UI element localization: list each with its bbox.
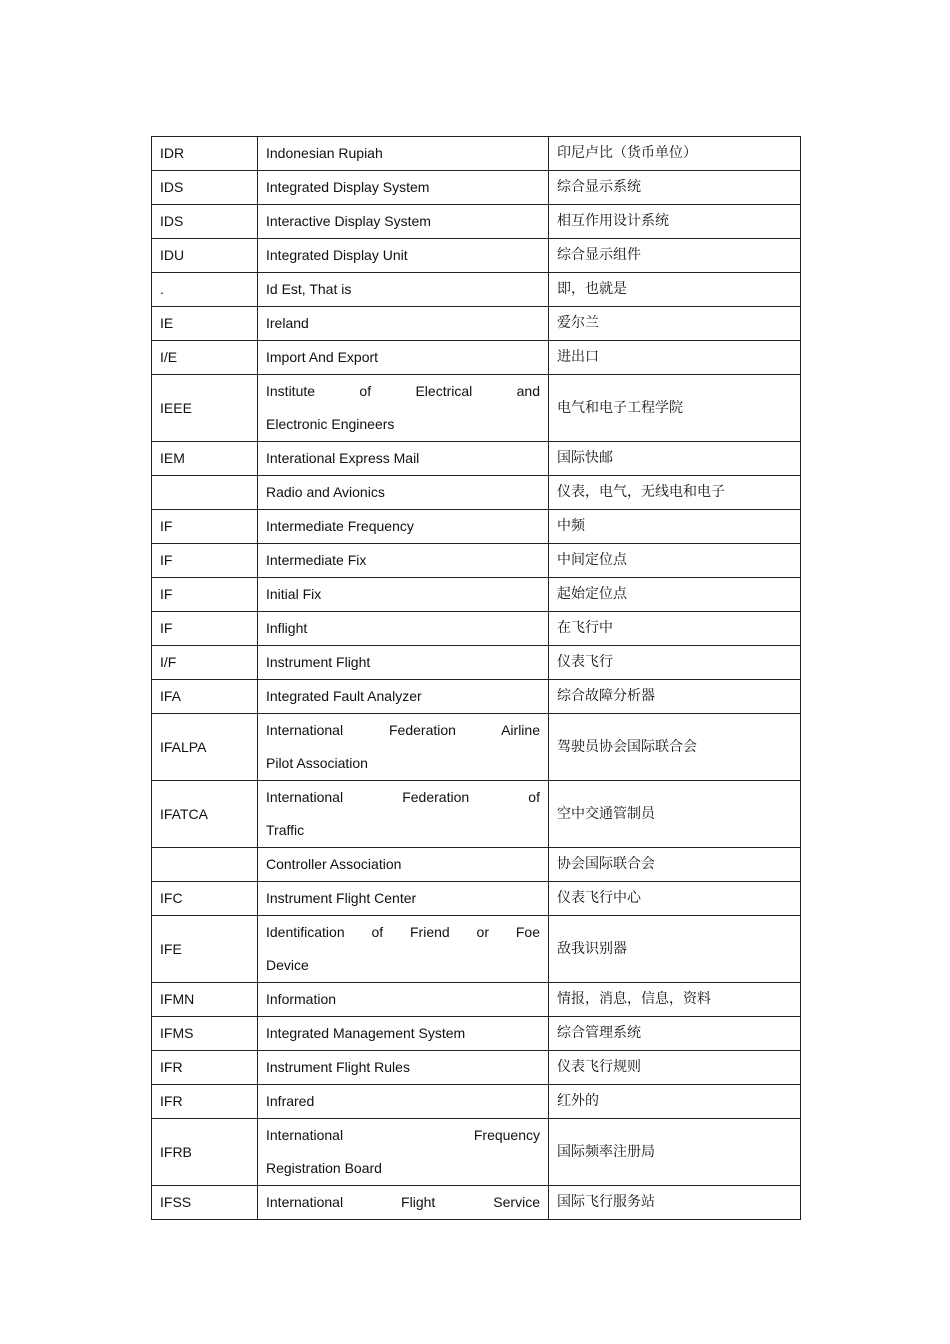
english-term-cell	[258, 137, 549, 171]
table-row	[152, 916, 801, 983]
english-term-cell	[258, 273, 549, 307]
english-term-cell	[258, 983, 549, 1017]
chinese-translation-cell: 国际频率注册局	[549, 1119, 801, 1186]
english-term-cell	[258, 510, 549, 544]
abbreviation-cell: IEM	[152, 442, 258, 476]
english-term-line: Intermediate Frequency	[266, 518, 414, 534]
chinese-translation-cell: 驾驶员协会国际联合会	[549, 714, 801, 781]
table-row	[152, 612, 801, 646]
chinese-translation-cell: 空中交通管制员	[549, 781, 801, 848]
english-term-line: Pilot Association	[266, 755, 368, 771]
abbreviation-cell: IDU	[152, 239, 258, 273]
table-row	[152, 510, 801, 544]
chinese-translation-cell: 中频	[549, 510, 801, 544]
table-row	[152, 781, 801, 848]
english-term-cell	[258, 341, 549, 375]
english-term-line: Information	[266, 991, 337, 1007]
table-row	[152, 1017, 801, 1051]
english-term-line: Radio and Avionics	[266, 484, 385, 500]
chinese-translation-cell: 印尼卢比（货币单位）	[549, 137, 801, 171]
english-term-line: Instrument Flight	[266, 654, 371, 670]
english-term-line: Integrated Display System	[266, 179, 430, 195]
abbreviation-cell	[152, 848, 258, 882]
english-term-line: Controller Association	[266, 856, 402, 872]
english-term-line: International Federation of	[266, 789, 540, 805]
chinese-translation-cell: 中间定位点	[549, 544, 801, 578]
english-term-line: Intermediate Fix	[266, 552, 367, 568]
chinese-translation-cell: 即，也就是	[549, 273, 801, 307]
english-term-line: Interactive Display System	[266, 213, 431, 229]
abbreviation-cell: .	[152, 273, 258, 307]
chinese-translation-cell: 仪表飞行中心	[549, 882, 801, 916]
english-term-line: Id Est, That is	[266, 281, 352, 297]
table-row	[152, 375, 801, 442]
table-row	[152, 476, 801, 510]
abbreviation-cell: IDS	[152, 171, 258, 205]
abbreviation-cell: I/F	[152, 646, 258, 680]
english-term-cell	[258, 1051, 549, 1085]
english-term-line: International Federation Airline	[266, 722, 540, 738]
english-term-line: Integrated Fault Analyzer	[266, 688, 422, 704]
table-row	[152, 848, 801, 882]
chinese-translation-cell: 红外的	[549, 1085, 801, 1119]
english-term-cell	[258, 476, 549, 510]
abbreviation-cell: IFMN	[152, 983, 258, 1017]
chinese-translation-cell: 协会国际联合会	[549, 848, 801, 882]
abbreviation-cell: IFATCA	[152, 781, 258, 848]
english-term-line: Identification of Friend or Foe	[266, 924, 540, 940]
chinese-translation-cell: 综合故障分析器	[549, 680, 801, 714]
abbreviation-cell: IDS	[152, 205, 258, 239]
table-row	[152, 273, 801, 307]
table-row	[152, 680, 801, 714]
chinese-translation-cell: 在飞行中	[549, 612, 801, 646]
chinese-translation-cell: 仪表飞行	[549, 646, 801, 680]
table-row	[152, 714, 801, 781]
table-row	[152, 882, 801, 916]
english-term-line: Traffic	[266, 822, 305, 838]
abbreviation-cell: IFA	[152, 680, 258, 714]
table-row	[152, 1119, 801, 1186]
abbreviation-cell: IDR	[152, 137, 258, 171]
english-term-cell	[258, 205, 549, 239]
chinese-translation-cell: 综合显示组件	[549, 239, 801, 273]
table-row	[152, 341, 801, 375]
english-term-line: Inflight	[266, 620, 308, 636]
english-term-cell	[258, 578, 549, 612]
abbreviation-cell: IE	[152, 307, 258, 341]
chinese-translation-cell: 进出口	[549, 341, 801, 375]
english-term-cell	[258, 1186, 549, 1220]
english-term-line: Device	[266, 957, 309, 973]
abbreviation-cell: IFR	[152, 1085, 258, 1119]
english-term-cell	[258, 882, 549, 916]
english-term-cell	[258, 781, 549, 848]
abbreviation-cell: IF	[152, 544, 258, 578]
chinese-translation-cell: 爱尔兰	[549, 307, 801, 341]
english-term-cell	[258, 239, 549, 273]
abbreviation-cell: IF	[152, 578, 258, 612]
abbreviation-cell: IFRB	[152, 1119, 258, 1186]
english-term-cell	[258, 307, 549, 341]
english-term-line: Initial Fix	[266, 586, 322, 602]
chinese-translation-cell: 起始定位点	[549, 578, 801, 612]
abbreviation-cell: IFALPA	[152, 714, 258, 781]
chinese-translation-cell: 综合显示系统	[549, 171, 801, 205]
chinese-translation-cell: 国际飞行服务站	[549, 1186, 801, 1220]
table-row	[152, 1051, 801, 1085]
table-row	[152, 205, 801, 239]
table-row	[152, 646, 801, 680]
glossary-table-body	[152, 137, 801, 1220]
table-row	[152, 983, 801, 1017]
abbreviation-cell: I/E	[152, 341, 258, 375]
table-row	[152, 1186, 801, 1220]
english-term-cell	[258, 680, 549, 714]
english-term-line: Ireland	[266, 315, 309, 331]
english-term-cell	[258, 1017, 549, 1051]
table-row	[152, 544, 801, 578]
english-term-line: International Frequency	[266, 1127, 540, 1143]
chinese-translation-cell: 敌我识别器	[549, 916, 801, 983]
english-term-cell	[258, 612, 549, 646]
english-term-line: Integrated Management System	[266, 1025, 466, 1041]
english-term-line: Integrated Display Unit	[266, 247, 408, 263]
english-term-cell	[258, 714, 549, 781]
english-term-line: Infrared	[266, 1093, 315, 1109]
english-term-cell	[258, 916, 549, 983]
english-term-cell	[258, 646, 549, 680]
english-term-cell	[258, 1119, 549, 1186]
english-term-cell	[258, 544, 549, 578]
english-term-cell	[258, 442, 549, 476]
abbreviation-cell: IF	[152, 612, 258, 646]
english-term-line: Import And Export	[266, 349, 379, 365]
english-term-line: International Flight Service	[266, 1194, 540, 1210]
english-term-line: Instrument Flight Center	[266, 890, 417, 906]
english-term-line: Electronic Engineers	[266, 416, 395, 432]
english-term-line: Indonesian Rupiah	[266, 145, 383, 161]
abbreviation-cell: IF	[152, 510, 258, 544]
table-row	[152, 442, 801, 476]
chinese-translation-cell: 相互作用设计系统	[549, 205, 801, 239]
chinese-translation-cell: 仪表，电气，无线电和电子	[549, 476, 801, 510]
table-row	[152, 307, 801, 341]
table-row	[152, 171, 801, 205]
table-row	[152, 137, 801, 171]
abbreviation-cell: IFR	[152, 1051, 258, 1085]
table-row	[152, 1085, 801, 1119]
english-term-line: Registration Board	[266, 1160, 382, 1176]
english-term-cell	[258, 375, 549, 442]
abbreviation-cell: IFE	[152, 916, 258, 983]
abbreviation-cell: IFC	[152, 882, 258, 916]
english-term-cell	[258, 171, 549, 205]
abbreviation-cell: IEEE	[152, 375, 258, 442]
chinese-translation-cell: 国际快邮	[549, 442, 801, 476]
english-term-line: Institute of Electrical and	[266, 383, 540, 399]
english-term-cell	[258, 848, 549, 882]
english-term-cell	[258, 1085, 549, 1119]
table-row	[152, 239, 801, 273]
chinese-translation-cell: 情报，消息，信息，资料	[549, 983, 801, 1017]
english-term-line: Interational Express Mail	[266, 450, 420, 466]
abbreviation-glossary-table	[151, 136, 801, 1220]
abbreviation-cell	[152, 476, 258, 510]
chinese-translation-cell: 综合管理系统	[549, 1017, 801, 1051]
abbreviation-cell: IFMS	[152, 1017, 258, 1051]
chinese-translation-cell: 电气和电子工程学院	[549, 375, 801, 442]
abbreviation-cell: IFSS	[152, 1186, 258, 1220]
chinese-translation-cell: 仪表飞行规则	[549, 1051, 801, 1085]
table-row	[152, 578, 801, 612]
english-term-line: Instrument Flight Rules	[266, 1059, 410, 1075]
